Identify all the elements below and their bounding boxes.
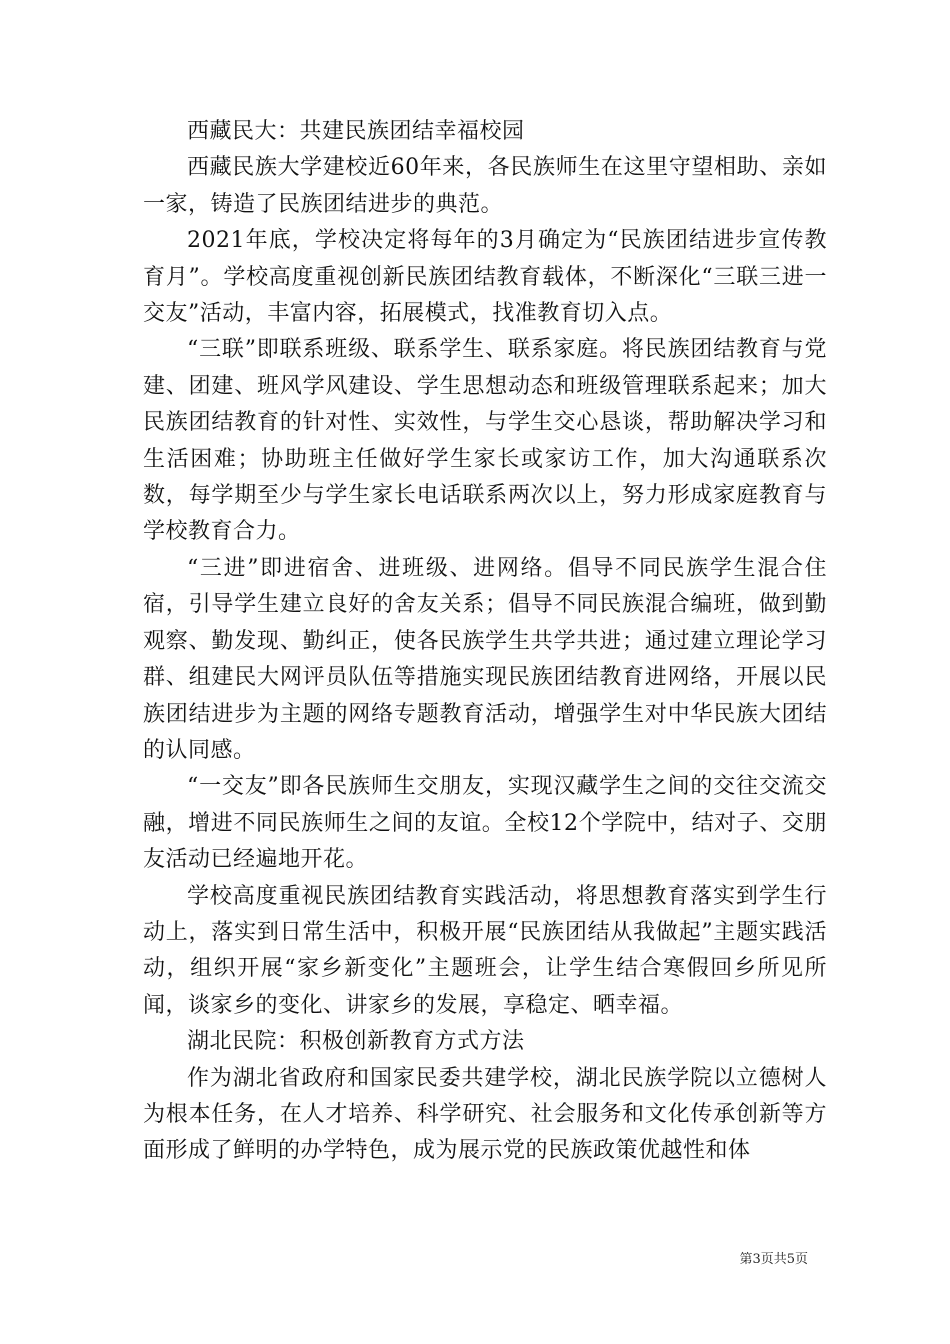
paragraph-1: 西藏民族大学建校近60年来，各民族师生在这里守望相助、亲如一家，铸造了民族团结进步的典范。 [143, 155, 827, 217]
paragraph-5: “一交友”即各民族师生交朋友，实现汉藏学生之间的交往交流交融，增进不同民族师生之间的友谊。全校12个学院中，结对子、交朋友活动已经遍地开花。 [143, 774, 827, 873]
paragraph-6: 学校高度重视民族团结教育实践活动，将思想教育落实到学生行动上，落实到日常生活中，积极开展“民族团结从我做起”主题实践活动，组织开展“家乡新变化”主题班会，让学生结合寒假回乡所见所闻，谈家乡的变化、讲家乡的发展，享稳定、晒幸福。 [143, 883, 827, 1018]
paragraph-3: “三联”即联系班级、联系学生、联系家庭。将民族团结教育与党建、团建、班风学风建设、学生思想动态和班级管理联系起来；加大民族团结教育的针对性、实效性，与学生交心恳谈，帮助解决学习和生活困难；协助班主任做好学生家长或家访工作，加大沟通联系次数，每学期至少与学生家长电话联系两次以上，努力形成家庭教育与学校教育合力。 [143, 337, 827, 545]
paragraph-2: 2021年底，学校决定将每年的3月确定为“民族团结进步宣传教育月”。学校高度重视创新民族团结教育载体，不断深化“三联三进一交友”活动，丰富内容，拓展模式，找准教育切入点。 [143, 228, 827, 327]
paragraph-7: 作为湖北省政府和国家民委共建学校，湖北民族学院以立德树人为根本任务，在人才培养、科学研究、社会服务和文化传承创新等方面形成了鲜明的办学特色，成为展示党的民族政策优越性和体 [143, 1065, 827, 1164]
section-heading-2: 湖北民院：积极创新教育方式方法 [187, 1029, 525, 1055]
document-body [143, 114, 827, 1170]
paragraph-4: “三进”即进宿舍、进班级、进网络。倡导不同民族学生混合住宿，引导学生建立良好的舍友关系；倡导不同民族混合编班，做到勤观察、勤发现、勤纠正，使各民族学生共学共进；通过建立理论学习群、组建民大网评员队伍等措施实现民族团结教育进网络，开展以民族团结进步为主题的网络专题教育活动，增强学生对中华民族大团结的认同感。 [143, 555, 827, 763]
page-number: 第3页共5页 [739, 1252, 808, 1267]
section-heading-1: 西藏民大：共建民族团结幸福校园 [187, 119, 525, 144]
